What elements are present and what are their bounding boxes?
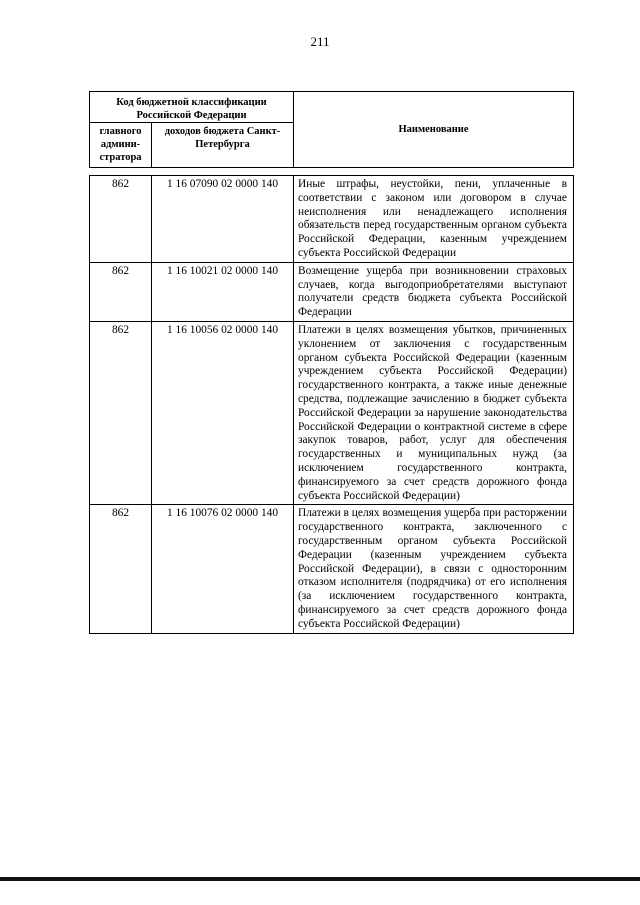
header-main-administrator: главного админи-стратора: [90, 123, 152, 168]
income-code-cell: 1 16 07090 02 0000 140: [152, 176, 294, 263]
admin-code-cell: 862: [90, 321, 152, 504]
table-row: [90, 262, 574, 321]
classification-table: [89, 175, 574, 634]
table-row: [90, 321, 574, 504]
table-row: [90, 176, 574, 263]
name-cell: Платежи в целях возмещения ущерба при расторжении государственного контракта, заключенного с государственным органом субъекта Российской Федерации (казенным учреждением субъекта Российской Федерации), в связи с односторонним отказом исполнителя (подрядчика) от его исполнения (за исключением государственного контракта, финансируемого за счет средств дорожного фонда субъекта Российской Федерации): [294, 505, 574, 633]
admin-code-cell: 862: [90, 505, 152, 633]
admin-code-cell: 862: [90, 176, 152, 263]
footer-rule: [0, 877, 640, 881]
header-budget-income: доходов бюджета Санкт-Петербурга: [152, 123, 294, 168]
name-cell: Возмещение ущерба при возникновении страховых случаев, когда выгодоприобретателями выступают получатели средств бюджета субъекта Российской Федерации: [294, 262, 574, 321]
header-budget-classification-code: Код бюджетной классификации Российской Федерации: [90, 92, 294, 123]
income-code-cell: 1 16 10021 02 0000 140: [152, 262, 294, 321]
table-row: [90, 505, 574, 633]
name-cell: Иные штрафы, неустойки, пени, уплаченные в соответствии с законом или договором в случае неисполнения или ненадлежащего исполнения обязательств перед государственным органом субъекта Российской Федерации, казенным учреждением субъекта Российской Федерации: [294, 176, 574, 263]
page-number: 211: [310, 34, 330, 49]
income-code-cell: 1 16 10056 02 0000 140: [152, 321, 294, 504]
header-name: Наименование: [294, 92, 574, 168]
admin-code-cell: 862: [90, 262, 152, 321]
table-header: [89, 91, 574, 168]
name-cell: Платежи в целях возмещения убытков, причиненных уклонением от заключения с государственным органом субъекта Российской Федерации (казенным учреждением субъекта Российской Федерации) государственного контракта, а также иные денежные средства, подлежащие зачислению в бюджет субъекта Российской Федерации за нарушение законодательства Российской Федерации о контрактной системе в сфере закупок товаров, работ, услуг для обеспечения государственных и муниципальных нужд (за исключением государственного контракта, финансируемого за счет средств дорожного фонда субъекта Российской Федерации): [294, 321, 574, 504]
income-code-cell: 1 16 10076 02 0000 140: [152, 505, 294, 633]
